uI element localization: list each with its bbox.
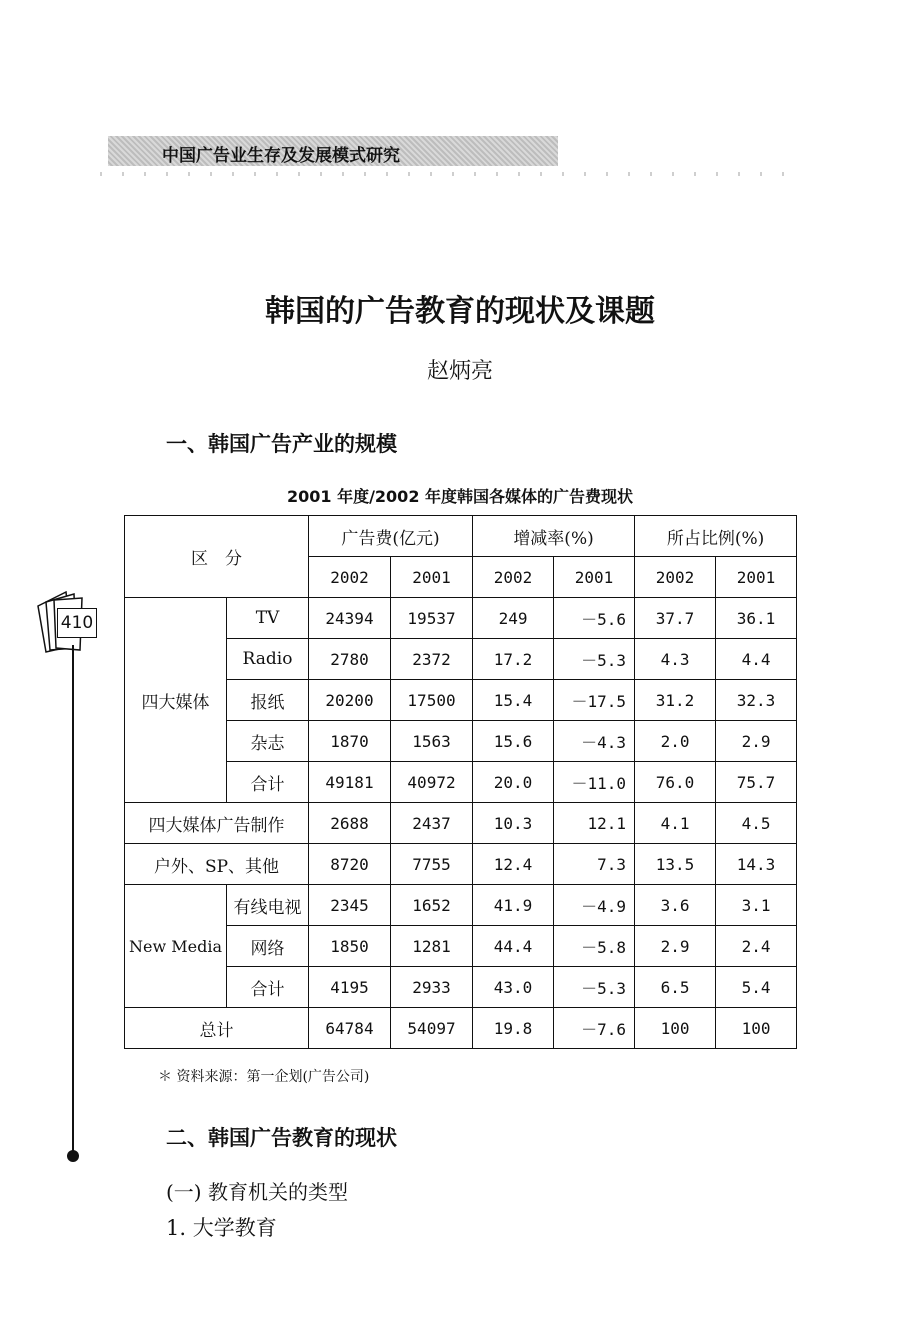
cell: 12.1 (554, 803, 635, 844)
cell: －7.6 (554, 1008, 635, 1049)
row-label: 户外、SP、其他 (125, 844, 309, 885)
table-row (125, 844, 797, 885)
cell: 2688 (309, 803, 391, 844)
row-label: 四大媒体广告制作 (125, 803, 309, 844)
cell: 12.4 (473, 844, 554, 885)
cell: 64784 (309, 1008, 391, 1049)
row-label: 报纸 (227, 680, 309, 721)
margin-line (72, 645, 74, 1155)
cell: －5.3 (554, 967, 635, 1008)
cell: 36.1 (716, 598, 797, 639)
year-cell: 2002 (473, 557, 554, 598)
cell: 19537 (391, 598, 473, 639)
cell: 54097 (391, 1008, 473, 1049)
subsection-heading: (一) 教育机关的类型 (166, 1180, 348, 1204)
row-label: TV (227, 598, 309, 639)
cell: 3.6 (635, 885, 716, 926)
row-label: 合计 (227, 967, 309, 1008)
header-change: 增减率(%) (473, 516, 635, 557)
cell: 1563 (391, 721, 473, 762)
cell: 43.0 (473, 967, 554, 1008)
cell: 76.0 (635, 762, 716, 803)
row-label: Radio (227, 639, 309, 680)
cell: 20200 (309, 680, 391, 721)
cell: 8720 (309, 844, 391, 885)
cell: 2.4 (716, 926, 797, 967)
cell: 10.3 (473, 803, 554, 844)
section-heading-1: 一、韩国广告产业的规模 (166, 432, 397, 456)
table-caption: 2001 年度/2002 年度韩国各媒体的广告费现状 (286, 487, 634, 506)
cell: 1870 (309, 721, 391, 762)
cell: 20.0 (473, 762, 554, 803)
cell: 5.4 (716, 967, 797, 1008)
cell: 17.2 (473, 639, 554, 680)
cell: 1850 (309, 926, 391, 967)
cell: 44.4 (473, 926, 554, 967)
cell: 6.5 (635, 967, 716, 1008)
cell: 2345 (309, 885, 391, 926)
cell: 2.0 (635, 721, 716, 762)
row-label: 网络 (227, 926, 309, 967)
cell: －4.9 (554, 885, 635, 926)
source-note: ＊ 资料来源：第一企划(广告公司) (158, 1069, 370, 1085)
cell: 4195 (309, 967, 391, 1008)
cell: 40972 (391, 762, 473, 803)
cell: 2437 (391, 803, 473, 844)
margin-line-dot (67, 1150, 79, 1162)
page-number: 410 (57, 608, 97, 638)
group-label: 四大媒体 (125, 598, 227, 803)
cell: 2780 (309, 639, 391, 680)
cell: 7755 (391, 844, 473, 885)
header-fee: 广告费(亿元) (309, 516, 473, 557)
row-label: 有线电视 (227, 885, 309, 926)
table-row (125, 803, 797, 844)
cell: 19.8 (473, 1008, 554, 1049)
cell: 1652 (391, 885, 473, 926)
cell: 4.5 (716, 803, 797, 844)
cell: 24394 (309, 598, 391, 639)
cell: －5.8 (554, 926, 635, 967)
header-share: 所占比例(%) (635, 516, 797, 557)
cell: 4.1 (635, 803, 716, 844)
cell: 249 (473, 598, 554, 639)
cell: 2.9 (716, 721, 797, 762)
cell: －5.3 (554, 639, 635, 680)
table-total-row (125, 1008, 797, 1049)
cell: 13.5 (635, 844, 716, 885)
group-label: New Media (125, 885, 227, 1008)
row-label: 总计 (125, 1008, 309, 1049)
cell: 15.6 (473, 721, 554, 762)
row-label: 合计 (227, 762, 309, 803)
cell: 1281 (391, 926, 473, 967)
year-cell: 2001 (391, 557, 473, 598)
header-dotted-rule (100, 172, 790, 176)
list-item-heading: 1. 大学教育 (166, 1216, 277, 1240)
year-cell: 2001 (554, 557, 635, 598)
year-cell: 2001 (716, 557, 797, 598)
ad-expenditure-table (124, 515, 797, 1049)
article-title: 韩国的广告教育的现状及课题 (265, 294, 655, 329)
cell: 75.7 (716, 762, 797, 803)
cell: 7.3 (554, 844, 635, 885)
cell: 2933 (391, 967, 473, 1008)
cell: 15.4 (473, 680, 554, 721)
cell: 4.3 (635, 639, 716, 680)
table-row (125, 598, 797, 639)
cell: 49181 (309, 762, 391, 803)
cell: 14.3 (716, 844, 797, 885)
cell: －17.5 (554, 680, 635, 721)
cell: －11.0 (554, 762, 635, 803)
row-label: 杂志 (227, 721, 309, 762)
header-category: 区 分 (125, 516, 309, 598)
cell: －5.6 (554, 598, 635, 639)
cell: 41.9 (473, 885, 554, 926)
cell: 3.1 (716, 885, 797, 926)
cell: 4.4 (716, 639, 797, 680)
cell: 17500 (391, 680, 473, 721)
year-cell: 2002 (635, 557, 716, 598)
cell: 37.7 (635, 598, 716, 639)
cell: 2.9 (635, 926, 716, 967)
year-cell: 2002 (309, 557, 391, 598)
table-row (125, 885, 797, 926)
table-header-row (125, 516, 797, 557)
cell: 100 (635, 1008, 716, 1049)
cell: 32.3 (716, 680, 797, 721)
author: 赵炳亮 (426, 359, 493, 384)
cell: 100 (716, 1008, 797, 1049)
section-heading-2: 二、韩国广告教育的现状 (166, 1126, 397, 1150)
cell: －4.3 (554, 721, 635, 762)
running-header-text: 中国广告业生存及发展模式研究 (162, 146, 400, 166)
cell: 2372 (391, 639, 473, 680)
cell: 31.2 (635, 680, 716, 721)
running-header (108, 136, 558, 166)
